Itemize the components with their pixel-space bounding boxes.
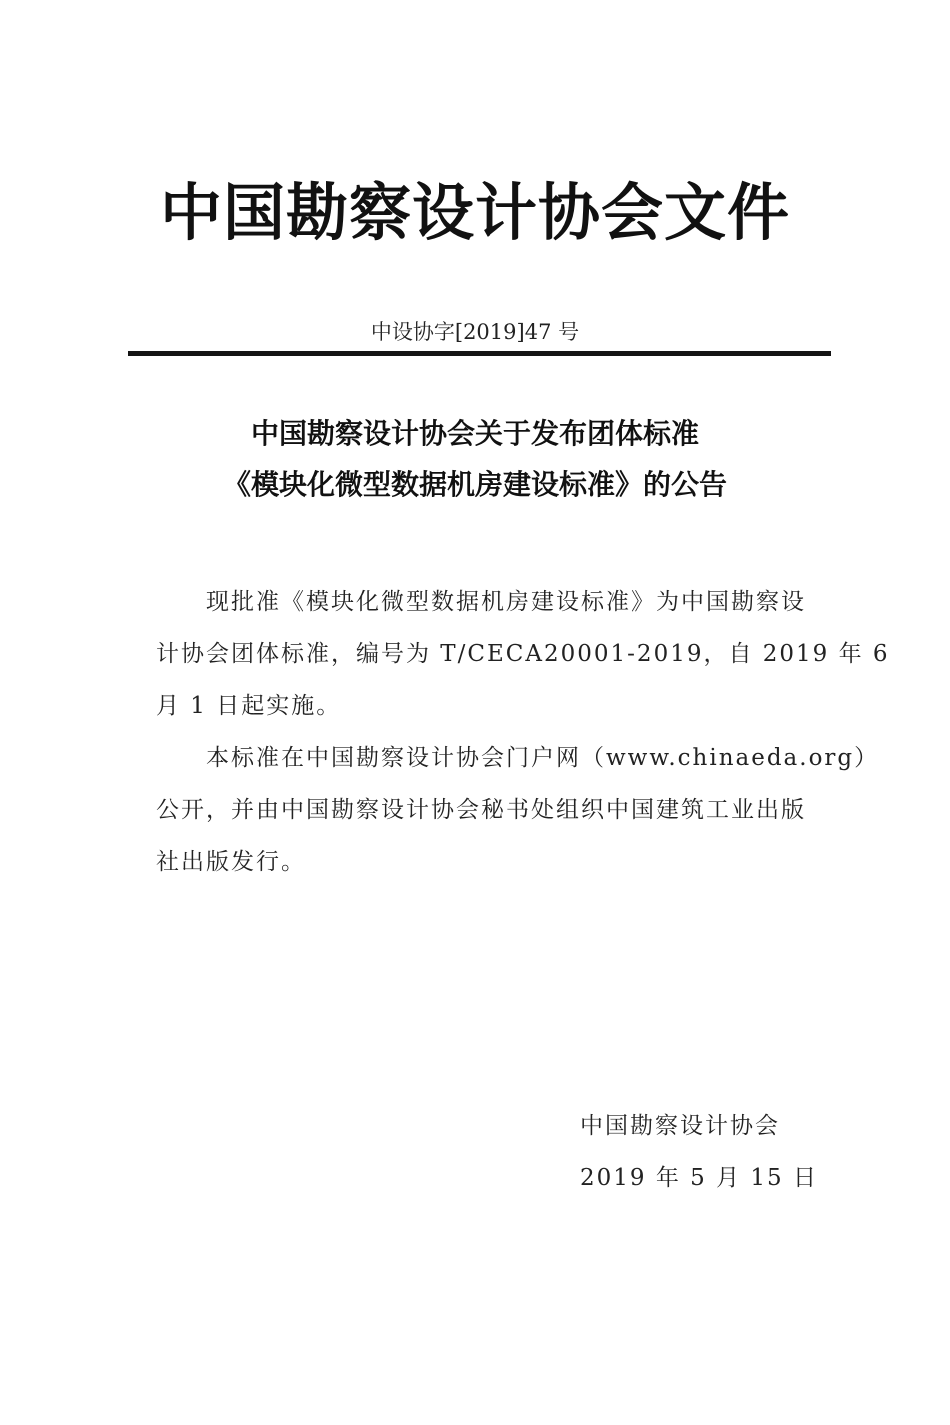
header-divider (128, 351, 831, 356)
signature-organization: 中国勘察设计协会 (580, 1113, 780, 1139)
body-line: 公开，并由中国勘察设计协会秘书处组织中国建筑工业出版 (156, 797, 806, 823)
notice-title-line-2: 《模块化微型数据机房建设标准》的公告 (222, 468, 727, 501)
document-number: 中设协字[2019]47 号 (370, 320, 580, 344)
document-header-title: 中国勘察设计协会文件 (159, 176, 790, 249)
body-line: 计协会团体标准，编号为 T/CECA20001-2019，自 2019 年 6 (156, 641, 890, 667)
notice-title-line-1: 中国勘察设计协会关于发布团体标准 (250, 417, 699, 450)
body-line: 社出版发行。 (156, 849, 306, 875)
signature-date: 2019 年 5 月 15 日 (580, 1165, 818, 1191)
body-line: 本标准在中国勘察设计协会门户网（www.chinaeda.org） (206, 745, 880, 771)
body-line: 月 1 日起实施。 (156, 693, 342, 719)
body-line: 现批准《模块化微型数据机房建设标准》为中国勘察设 (206, 589, 806, 615)
